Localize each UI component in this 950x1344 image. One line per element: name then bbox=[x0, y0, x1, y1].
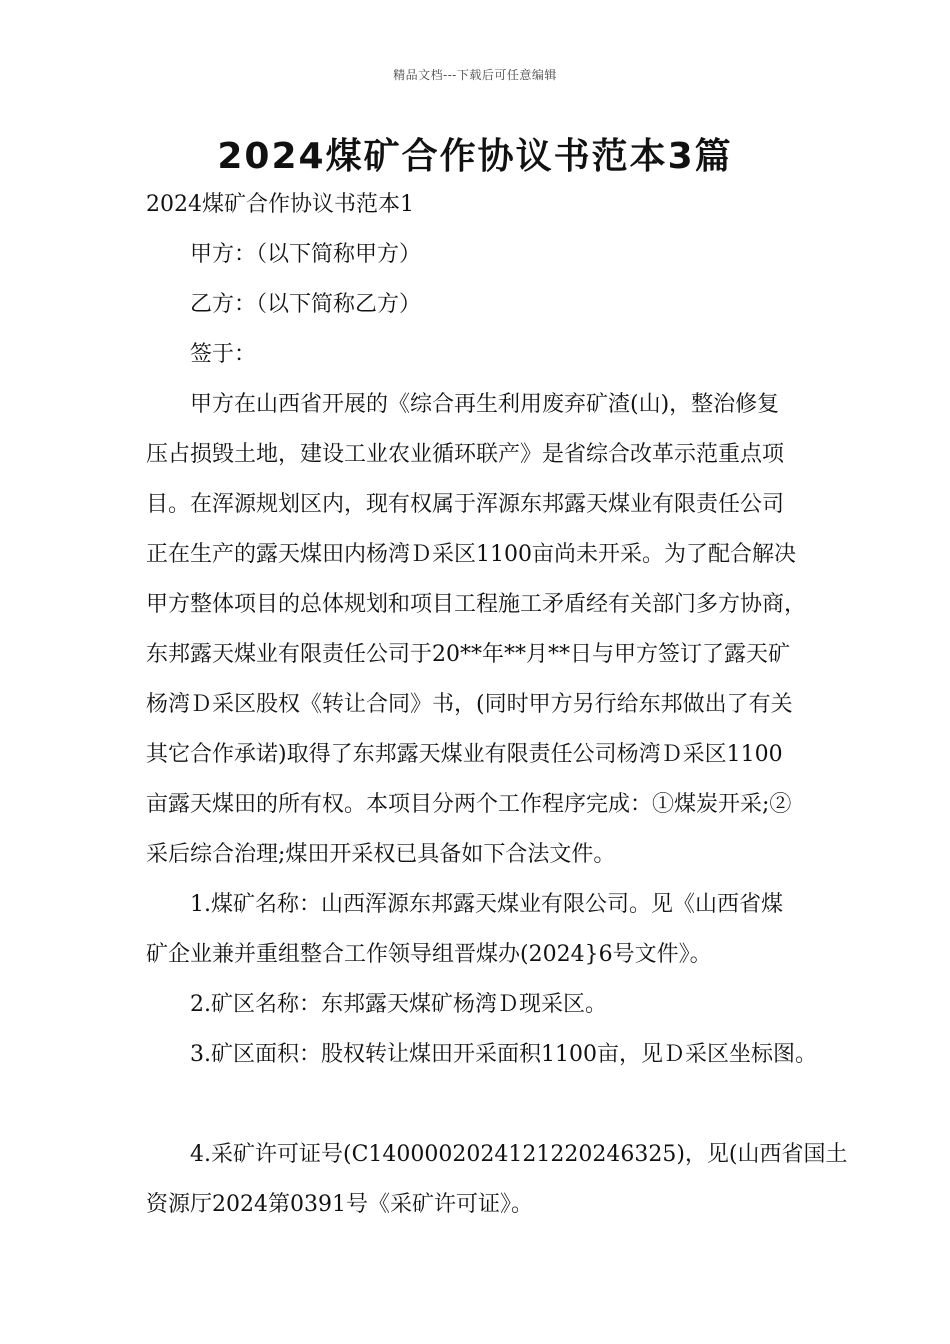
intro-line: 压占损毁土地，建设工业农业循环联产》是省综合改革示范重点项 bbox=[146, 442, 785, 467]
intro-line: 目。在浑源规划区内，现有权属于浑源东邦露天煤业有限责任公司 bbox=[146, 492, 785, 517]
intro-line: 甲方整体项目的总体规划和项目工程施工矛盾经有关部门多方协商， bbox=[146, 592, 807, 617]
document-body bbox=[146, 180, 848, 1230]
document-title: 2024煤矿合作协议书范本3篇 bbox=[217, 136, 733, 177]
blank-gap bbox=[146, 1080, 814, 1130]
item-4-line: 资源厅2024第0391号《采矿许可证》。 bbox=[146, 1192, 533, 1217]
item-1-line: 矿企业兼并重组整合工作领导组晋煤办(2024}6号文件》。 bbox=[146, 942, 712, 967]
section-subtitle: 2024煤矿合作协议书范本1 bbox=[146, 192, 414, 217]
item-3-line: 3.矿区面积：股权转让煤田开采面积1100亩，见Ｄ采区坐标图。 bbox=[190, 1042, 817, 1067]
party-b-line: 乙方：（以下简称乙方） bbox=[190, 292, 422, 317]
intro-line: 正在生产的露天煤田内杨湾Ｄ采区1100亩尚未开采。为了配合解决 bbox=[146, 542, 796, 567]
item-4-line: 4.采矿许可证号(C1400002024121220246325)，见(山西省国土 bbox=[190, 1142, 848, 1167]
intro-line: 东邦露天煤业有限责任公司于20**年**月**日与甲方签订了露天矿 bbox=[146, 642, 790, 667]
header-note: 精品文档---下载后可任意编辑 bbox=[393, 68, 557, 82]
intro-line: 亩露天煤田的所有权。本项目分两个工作程序完成：①煤炭开采;② bbox=[146, 792, 792, 817]
intro-line: 甲方在山西省开展的《综合再生利用废弃矿渣(山)，整治修复 bbox=[190, 392, 780, 417]
intro-line: 杨湾Ｄ采区股权《转让合同》书，(同时甲方另行给东邦做出了有关 bbox=[146, 692, 793, 717]
item-2-line: 2.矿区名称：东邦露天煤矿杨湾Ｄ现采区。 bbox=[190, 992, 607, 1017]
item-1-line: 1.煤矿名称：山西浑源东邦露天煤业有限公司。见《山西省煤 bbox=[190, 892, 783, 917]
signed-at-line: 签于： bbox=[190, 342, 257, 367]
intro-line: 采后综合治理;煤田开采权已具备如下合法文件。 bbox=[146, 842, 616, 867]
party-a-line: 甲方：（以下简称甲方） bbox=[190, 242, 422, 267]
intro-line: 其它合作承诺)取得了东邦露天煤业有限责任公司杨湾Ｄ采区1100 bbox=[146, 742, 783, 767]
